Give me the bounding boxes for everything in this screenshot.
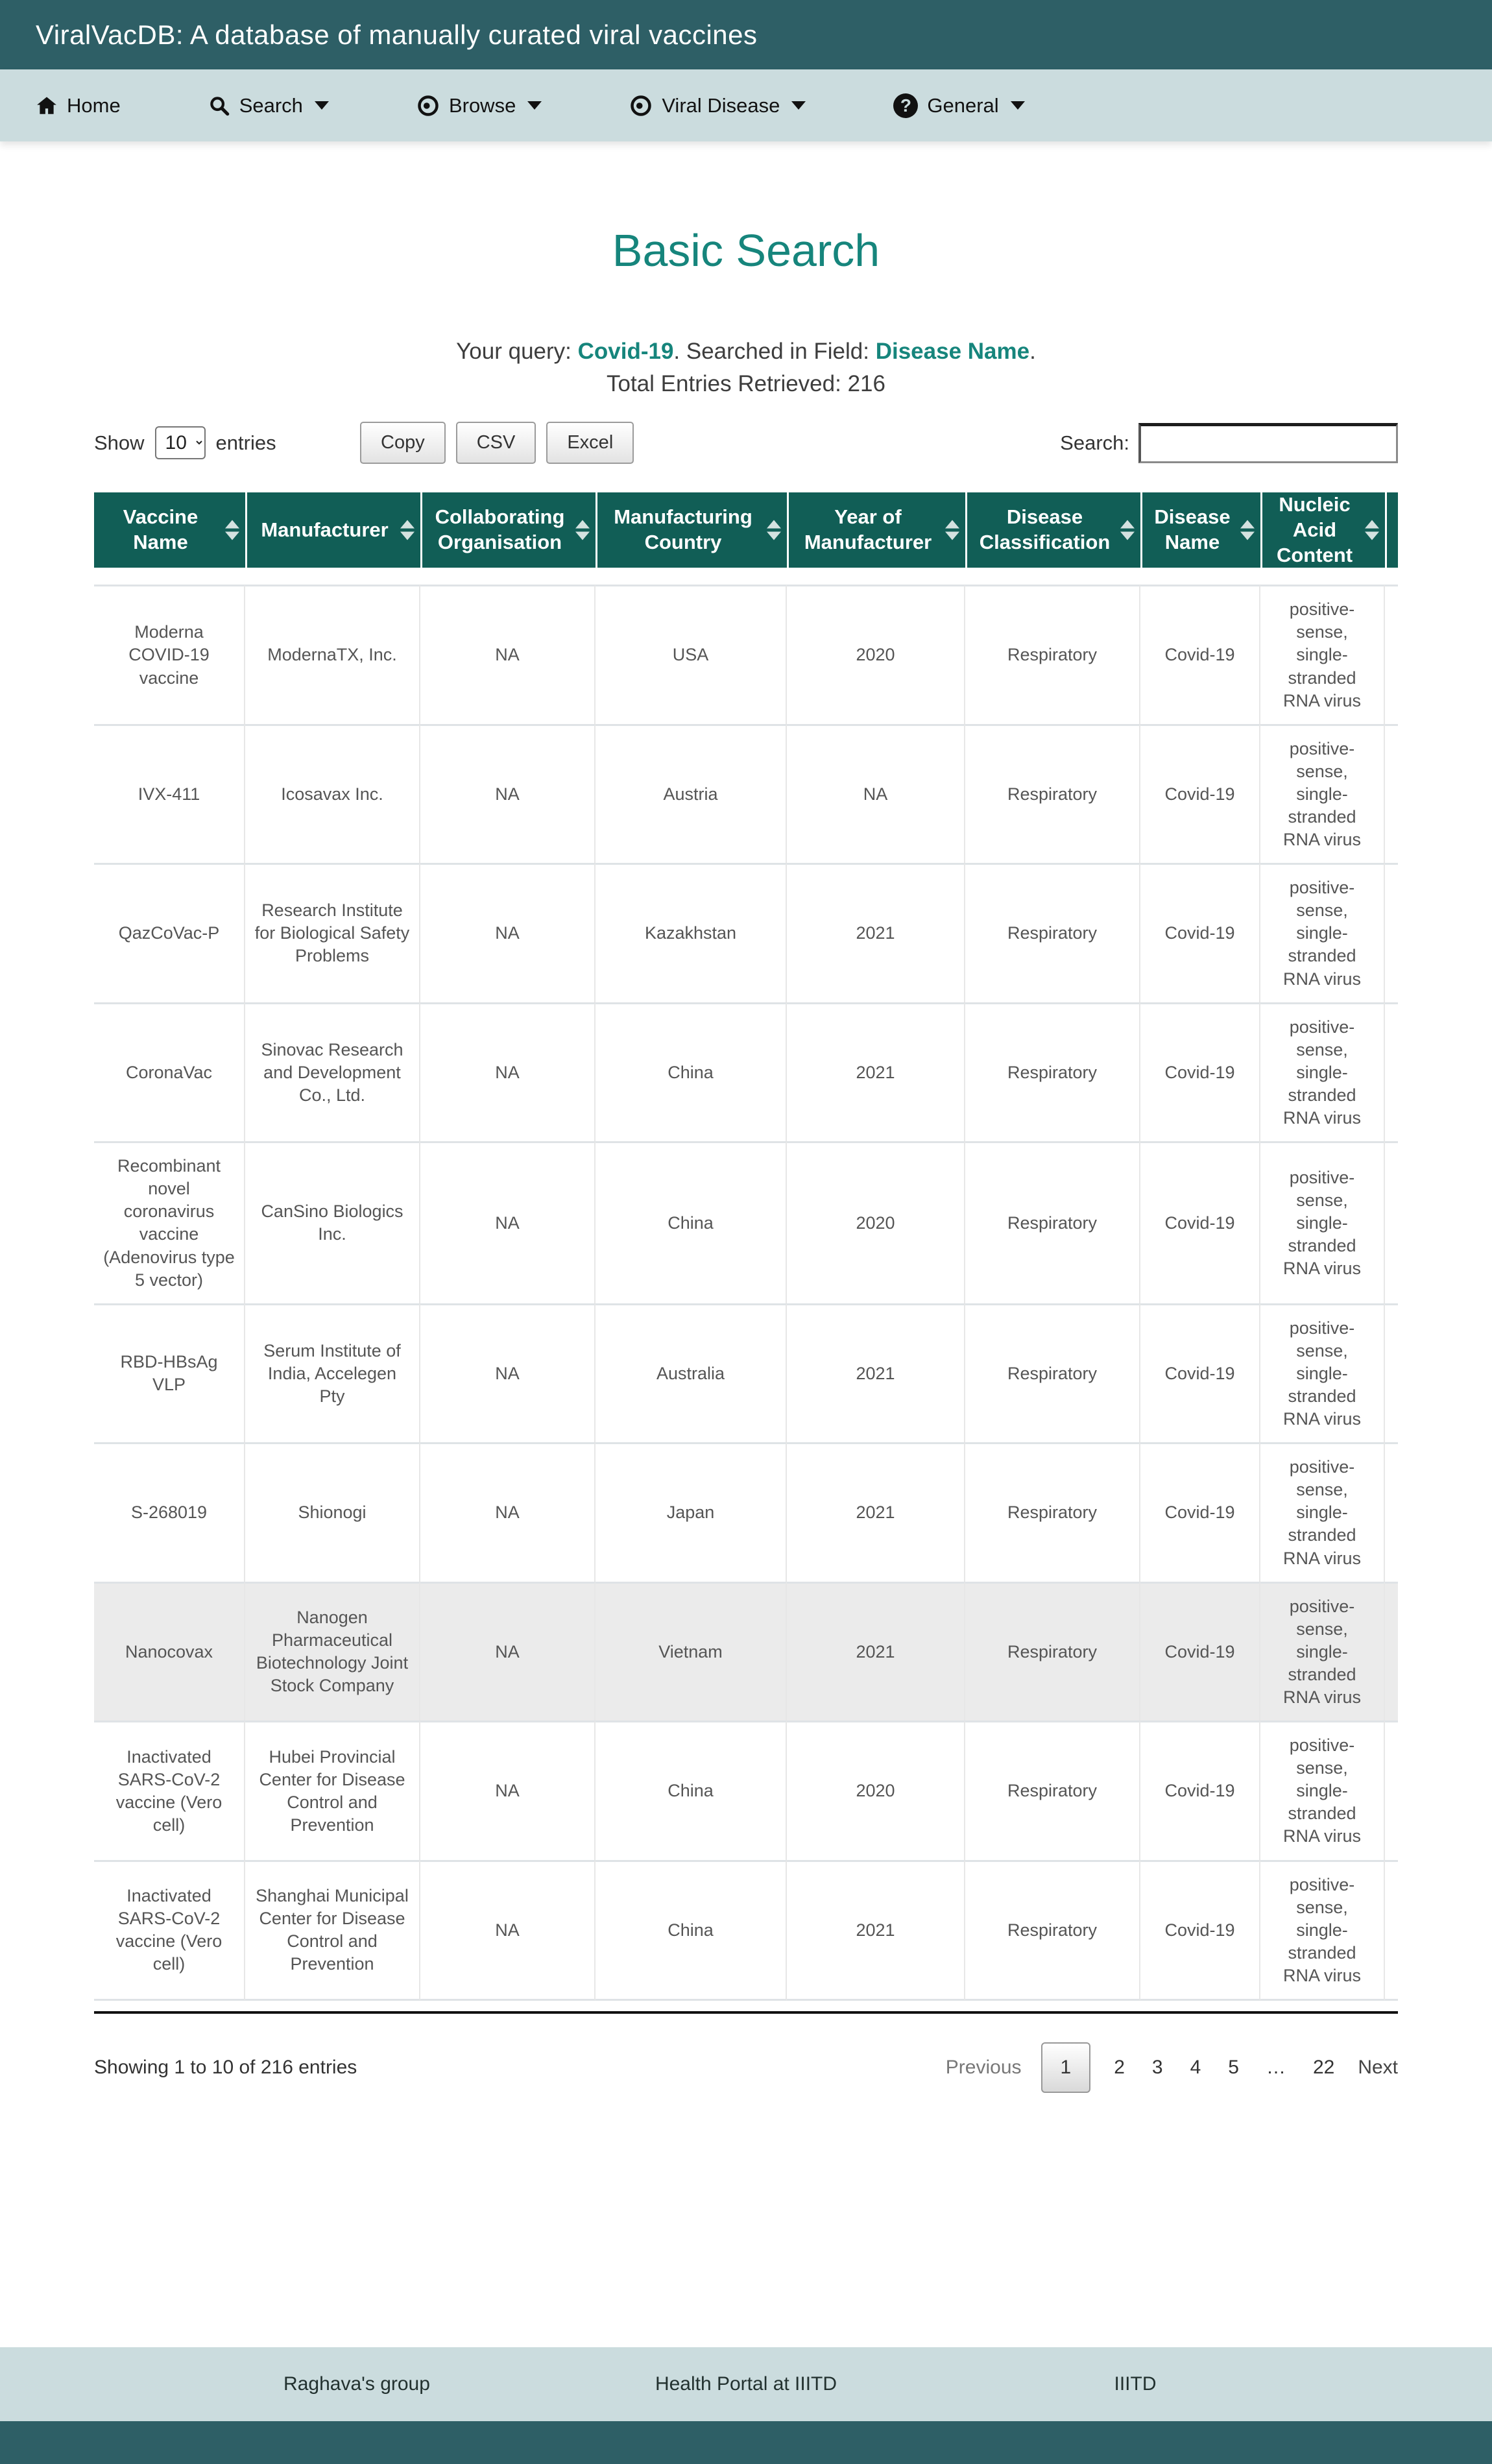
table-row[interactable] xyxy=(94,585,1398,723)
page-number[interactable]: 1 xyxy=(1041,2042,1091,2093)
table-cell: Vietnam xyxy=(596,1582,787,1721)
search-label: Search: xyxy=(1060,431,1129,454)
nav-item-label: General xyxy=(927,93,999,117)
table-cell: Research Institute for Biological Safety Problems xyxy=(245,863,420,1002)
chevron-down-icon xyxy=(791,101,806,110)
table-cell: Australia xyxy=(596,1303,787,1442)
query-summary xyxy=(94,339,1398,365)
table-cell: Moderna COVID-19 vaccine xyxy=(94,585,245,723)
column-header-clipped[interactable] xyxy=(1385,492,1398,585)
table-cell: NA xyxy=(420,1303,596,1442)
table-cell-clipped xyxy=(1385,1860,1398,2001)
table-controls xyxy=(94,422,1398,464)
table-row[interactable] xyxy=(94,1141,1398,1303)
table-row[interactable] xyxy=(94,863,1398,1002)
table-cell-clipped xyxy=(1385,1721,1398,1859)
table-cell: Respiratory xyxy=(965,585,1140,723)
page-number[interactable]: 2 xyxy=(1114,2057,1125,2079)
footer-link-health-portal[interactable]: Health Portal at IIITD xyxy=(655,2373,837,2395)
nav-item-label: Viral Disease xyxy=(662,93,780,117)
table-cell: 2021 xyxy=(787,863,965,1002)
query-mid: . Searched in Field: xyxy=(673,339,876,364)
search-input[interactable] xyxy=(1138,423,1398,463)
page-number[interactable]: 4 xyxy=(1190,2057,1201,2079)
table-cell: Covid-19 xyxy=(1140,1860,1260,2001)
sort-icon xyxy=(945,520,959,540)
chevron-down-icon xyxy=(527,101,542,110)
table-cell: NA xyxy=(787,724,965,863)
sort-icon xyxy=(1240,520,1255,540)
table-cell: Sinovac Research and Development Co., Ltd. xyxy=(245,1002,420,1141)
table-cell-clipped xyxy=(1385,1582,1398,1721)
nav-bar xyxy=(0,69,1492,141)
sort-icon xyxy=(767,520,781,540)
home-icon xyxy=(36,95,58,117)
column-header-manufacturing-country[interactable]: Manufacturing Country xyxy=(596,492,787,585)
table-cell: ModernaTX, Inc. xyxy=(245,585,420,723)
table-cell: Recombinant novel coronavirus vaccine (Adenovirus type 5 vector) xyxy=(94,1141,245,1303)
table-cell: positive-sense, single-stranded RNA virus xyxy=(1260,1141,1385,1303)
table-cell: NA xyxy=(420,1141,596,1303)
table-cell: 2021 xyxy=(787,1002,965,1141)
eye-icon xyxy=(629,94,653,117)
footer-link-iiitd[interactable]: IIITD xyxy=(1114,2373,1157,2395)
nav-item-label: Search xyxy=(239,93,303,117)
table-cell: Shanghai Municipal Center for Disease Control and Prevention xyxy=(245,1860,420,2001)
table-cell: NA xyxy=(420,1442,596,1581)
table-header-row xyxy=(94,492,1398,585)
question-icon: ? xyxy=(893,93,918,118)
column-header-manufacturer[interactable]: Manufacturer xyxy=(245,492,420,585)
footer-links xyxy=(0,2347,1492,2421)
chevron-down-icon xyxy=(315,101,329,110)
table-cell: Covid-19 xyxy=(1140,1721,1260,1859)
table-cell-clipped xyxy=(1385,585,1398,723)
table-cell: NA xyxy=(420,1582,596,1721)
table-cell: Respiratory xyxy=(965,1002,1140,1141)
table-cell-clipped xyxy=(1385,1303,1398,1442)
table-cell: NA xyxy=(420,1721,596,1859)
table-cell: NA xyxy=(420,1002,596,1141)
table-cell: 2021 xyxy=(787,1303,965,1442)
table-cell: positive-sense, single-stranded RNA virus xyxy=(1260,863,1385,1002)
table-cell: NA xyxy=(420,724,596,863)
next-page-button[interactable]: Next xyxy=(1358,2057,1398,2079)
main-content xyxy=(94,224,1398,2093)
page-number[interactable]: 3 xyxy=(1151,2057,1163,2079)
page-length-control xyxy=(94,426,347,459)
table-cell: Covid-19 xyxy=(1140,1582,1260,1721)
table-cell: China xyxy=(596,1141,787,1303)
nav-item-home[interactable] xyxy=(36,94,121,117)
table-cell: Covid-19 xyxy=(1140,724,1260,863)
nav-item-search[interactable] xyxy=(208,94,329,117)
results-table-wrap xyxy=(94,492,1398,2001)
nav-item-viral-disease[interactable] xyxy=(629,94,806,117)
table-cell-clipped xyxy=(1385,1442,1398,1581)
table-cell: positive-sense, single-stranded RNA virus xyxy=(1260,1002,1385,1141)
table-cell: Respiratory xyxy=(965,1582,1140,1721)
column-header-year-of-manufacturer[interactable]: Year of Manufacturer xyxy=(787,492,965,585)
copy-button[interactable]: Copy xyxy=(360,422,446,464)
total-entries: Total Entries Retrieved: 216 xyxy=(607,371,885,396)
nav-item-label: Browse xyxy=(448,93,516,117)
page-title: Basic Search xyxy=(612,225,880,276)
table-cell: RBD-HBsAg VLP xyxy=(94,1303,245,1442)
export-buttons xyxy=(360,422,634,464)
table-cell: Covid-19 xyxy=(1140,1442,1260,1581)
table-cell: Hubei Provincial Center for Disease Control and Prevention xyxy=(245,1721,420,1859)
query-prefix: Your query: xyxy=(456,339,578,364)
nav-item-browse[interactable] xyxy=(416,94,542,117)
table-cell: Kazakhstan xyxy=(596,863,787,1002)
table-cell: China xyxy=(596,1721,787,1859)
csv-button[interactable]: CSV xyxy=(456,422,536,464)
table-cell: NA xyxy=(420,863,596,1002)
table-cell: Covid-19 xyxy=(1140,1141,1260,1303)
table-cell: Covid-19 xyxy=(1140,1303,1260,1442)
table-cell-clipped xyxy=(1385,1002,1398,1141)
table-cell-clipped xyxy=(1385,724,1398,863)
pagination-ellipsis: … xyxy=(1266,2057,1286,2079)
table-cell: S-268019 xyxy=(94,1442,245,1581)
table-cell: Covid-19 xyxy=(1140,863,1260,1002)
showing-entries-info: Showing 1 to 10 of 216 entries xyxy=(94,2057,357,2079)
column-header-disease-classification[interactable]: Disease Classification xyxy=(965,492,1140,585)
pagination-pages xyxy=(1041,2042,1339,2093)
table-row[interactable] xyxy=(94,1860,1398,2001)
table-cell: Japan xyxy=(596,1442,787,1581)
table-cell: QazCoVac-P xyxy=(94,863,245,1002)
table-cell: CanSino Biologics Inc. xyxy=(245,1141,420,1303)
previous-page-button[interactable]: Previous xyxy=(945,2057,1022,2079)
table-cell: Icosavax Inc. xyxy=(245,724,420,863)
nav-item-general[interactable] xyxy=(893,93,1024,118)
table-row[interactable] xyxy=(94,1442,1398,1581)
table-bottom-border xyxy=(94,2011,1398,2014)
table-cell: Respiratory xyxy=(965,1303,1140,1442)
table-cell-clipped xyxy=(1385,1141,1398,1303)
table-row[interactable] xyxy=(94,1582,1398,1721)
table-cell: positive-sense, single-stranded RNA virus xyxy=(1260,1860,1385,2001)
table-cell: Respiratory xyxy=(965,863,1140,1002)
sort-icon xyxy=(400,520,415,540)
column-header-disease-name[interactable]: Disease Name xyxy=(1140,492,1260,585)
table-cell: Serum Institute of India, Accelegen Pty xyxy=(245,1303,420,1442)
footer xyxy=(0,2347,1492,2464)
table-cell: Covid-19 xyxy=(1140,1002,1260,1141)
table-cell: Respiratory xyxy=(965,724,1140,863)
top-bar xyxy=(0,0,1492,69)
table-cell: positive-sense, single-stranded RNA virus xyxy=(1260,1303,1385,1442)
footer-link-raghava-group[interactable]: Raghava's group xyxy=(283,2373,430,2395)
table-cell: Respiratory xyxy=(965,1860,1140,2001)
table-cell: Nanogen Pharmaceutical Biotechnology Joint Stock Company xyxy=(245,1582,420,1721)
results-table xyxy=(94,492,1398,2001)
table-cell: 2021 xyxy=(787,1442,965,1581)
page-number[interactable]: 5 xyxy=(1228,2057,1239,2079)
table-cell: 2020 xyxy=(787,585,965,723)
column-header-collaborating-organisation[interactable]: Collaborating Organisation xyxy=(420,492,596,585)
table-cell: Respiratory xyxy=(965,1442,1140,1581)
query-field: Disease Name xyxy=(875,339,1030,364)
nav-item-label: Home xyxy=(67,93,121,117)
query-suffix: . xyxy=(1029,339,1036,364)
table-row[interactable] xyxy=(94,1721,1398,1859)
table-cell: Respiratory xyxy=(965,1721,1140,1859)
sort-icon xyxy=(1120,520,1135,540)
table-cell: Austria xyxy=(596,724,787,863)
excel-button[interactable]: Excel xyxy=(546,422,634,464)
table-cell: Inactivated SARS-CoV-2 vaccine (Vero cell) xyxy=(94,1860,245,2001)
table-cell: NA xyxy=(420,585,596,723)
eye-icon xyxy=(416,94,440,117)
page-number[interactable]: 22 xyxy=(1312,2057,1335,2079)
query-value: Covid-19 xyxy=(577,339,674,364)
entries-label: entries xyxy=(215,431,276,454)
table-cell: Covid-19 xyxy=(1140,585,1260,723)
table-cell: Inactivated SARS-CoV-2 vaccine (Vero cell) xyxy=(94,1721,245,1859)
table-cell: 2020 xyxy=(787,1141,965,1303)
table-cell: NA xyxy=(420,1860,596,2001)
sort-icon xyxy=(1365,520,1379,540)
search-icon xyxy=(208,95,230,117)
footer-strip xyxy=(0,2421,1492,2464)
sort-icon xyxy=(225,520,239,540)
table-cell: positive-sense, single-stranded RNA virus xyxy=(1260,585,1385,723)
pagination xyxy=(946,2042,1398,2093)
table-cell: positive-sense, single-stranded RNA virus xyxy=(1260,1582,1385,1721)
sort-icon xyxy=(575,520,590,540)
table-cell: IVX-411 xyxy=(94,724,245,863)
table-row[interactable] xyxy=(94,1002,1398,1141)
column-header-nucleic-acid-content[interactable]: Nucleic Acid Content xyxy=(1260,492,1385,585)
table-cell: 2021 xyxy=(787,1582,965,1721)
page-length-select[interactable] xyxy=(155,426,206,459)
table-body xyxy=(94,585,1398,2001)
table-footer-row xyxy=(94,2042,1398,2093)
table-cell: CoronaVac xyxy=(94,1002,245,1141)
table-cell: Nanocovax xyxy=(94,1582,245,1721)
chevron-down-icon xyxy=(1011,101,1025,110)
table-cell: positive-sense, single-stranded RNA virus xyxy=(1260,724,1385,863)
show-label: Show xyxy=(94,431,145,454)
table-cell: 2020 xyxy=(787,1721,965,1859)
table-cell: 2021 xyxy=(787,1860,965,2001)
table-cell: China xyxy=(596,1002,787,1141)
table-row[interactable] xyxy=(94,724,1398,863)
table-cell: China xyxy=(596,1860,787,2001)
table-cell: Shionogi xyxy=(245,1442,420,1581)
table-cell: USA xyxy=(596,585,787,723)
table-cell: Respiratory xyxy=(965,1141,1140,1303)
table-cell: positive-sense, single-stranded RNA virus xyxy=(1260,1442,1385,1581)
table-cell: positive-sense, single-stranded RNA virus xyxy=(1260,1721,1385,1859)
site-title: ViralVacDB: A database of manually curated viral vaccines xyxy=(36,19,758,50)
table-row[interactable] xyxy=(94,1303,1398,1442)
table-cell-clipped xyxy=(1385,863,1398,1002)
column-header-vaccine-name[interactable]: Vaccine Name xyxy=(94,492,245,585)
table-search xyxy=(1060,423,1398,463)
